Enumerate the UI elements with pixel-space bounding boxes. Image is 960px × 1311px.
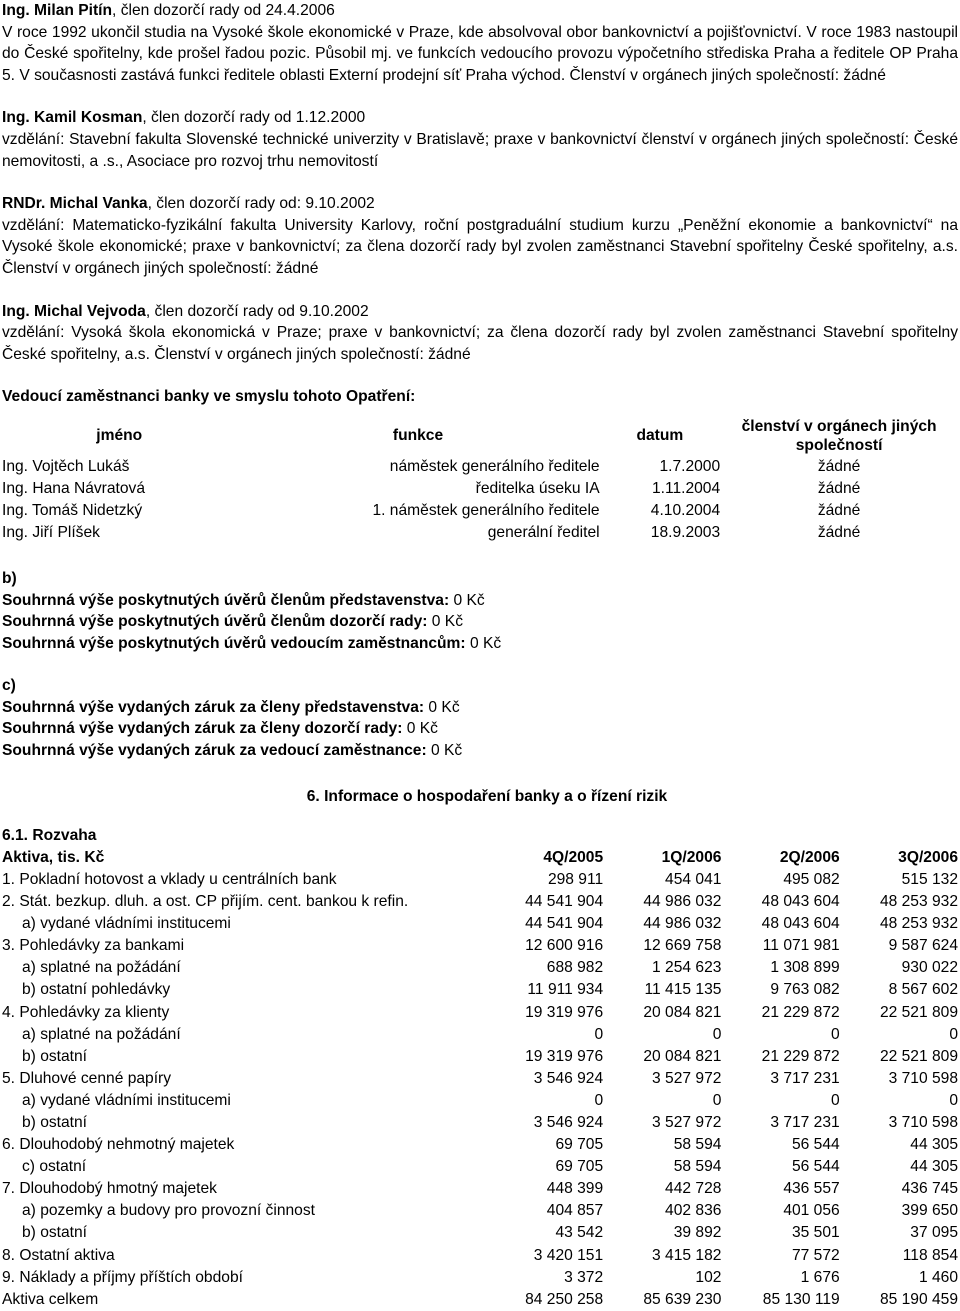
table-row [2,1090,958,1112]
table-row [2,935,958,957]
balance-header-col: 3Q/2006 [898,848,958,866]
row-value: 0 [831,1091,840,1109]
table-row [2,1200,958,1222]
row-value: 58 594 [673,1136,722,1154]
cell-membership: žádné [817,524,861,542]
row-value: 11 911 934 [527,981,604,999]
row-value: 12 669 758 [643,937,722,955]
board-member [2,107,958,172]
row-value: 85 190 459 [879,1290,958,1308]
loans-value: 0 Kč [427,613,464,631]
row-value: 11 415 135 [644,981,722,999]
row-value: 3 717 231 [770,1114,840,1132]
row-value: 69 705 [555,1136,604,1154]
row-label: 2. Stát. bezkup. dluh. a ost. CP přijím. cent. bankou k refin. [2,893,409,911]
row-label: b) ostatní pohledávky [22,981,171,999]
cell-function: náměstek generálního ředitele [389,458,600,476]
member-bio: V roce 1992 ukončil studia na Vysoké škole ekonomické v Praze, kde absolvoval obor bankovnictví a pojišťovnictví. V roce 1983 nastoupil do České spořitelny, kde prošel řadou pozic. Působil mj. ve funkcích vedoucího provozu výpočetního střediska Praha a ředitele OP Praha 5. V současnosti zastává funkci ředitele oblasti Externí prodejní síť Praha východ. Členství v orgánech jiných společností: žádné [2,23,958,84]
row-value: 0 [712,1091,722,1109]
document-page [2,0,958,1311]
row-value: 56 544 [791,1158,840,1176]
table-row [2,957,958,979]
member-role: , člen dozorčí rady od 9.10.2002 [145,302,369,320]
table-row [2,869,958,891]
management-heading: Vedoucí zaměstnanci banky ve smyslu tohoto Opatření: [2,388,416,406]
guarantees-line-supervisory: Souhrnná výše vydaných záruk za členy dozorčí rady: [2,720,403,738]
row-value: 102 [695,1268,722,1286]
guarantees-value: 0 Kč [402,720,438,738]
row-value: 448 399 [546,1180,604,1198]
row-value: 44 541 904 [525,893,604,911]
row-value: 3 546 924 [533,1069,604,1087]
member-role: , člen dozorčí rady od 24.4.2006 [112,2,335,19]
row-label: a) vydané vládními institucemi [22,1091,231,1109]
balance-header-col: 1Q/2006 [661,848,722,866]
balance-table [2,847,958,1311]
row-value: 930 022 [901,959,958,977]
row-value: 298 911 [547,870,604,888]
row-label: 4. Pohledávky za klienty [2,1003,170,1021]
member-name: Ing. Kamil Kosman [2,109,143,127]
row-value: 35 501 [791,1224,840,1242]
row-label: a) vydané vládními institucemi [22,915,231,933]
row-value: 399 650 [901,1202,958,1220]
row-value: 43 542 [555,1224,604,1242]
cell-name: Ing. Tomáš Nidetzký [2,502,143,520]
row-value: 8 567 602 [888,981,958,999]
row-value: 56 544 [791,1136,840,1154]
row-label: a) splatné na požádání [22,1025,181,1043]
row-value: 404 857 [546,1202,604,1220]
row-value: 20 084 821 [643,1003,722,1021]
row-value: 9 763 082 [770,981,840,999]
row-value: 85 639 230 [643,1290,722,1308]
row-value: 3 527 972 [652,1069,722,1087]
row-value: 19 319 976 [525,1047,604,1065]
table-row [2,1068,958,1090]
table-row [2,1024,958,1046]
row-value: 21 229 872 [761,1003,840,1021]
balance-header-row [2,847,958,869]
row-value: 48 043 604 [761,893,840,911]
board-member [2,193,958,279]
row-label: b) ostatní [22,1047,88,1065]
guarantees-letter: c) [2,677,16,695]
row-label: Aktiva celkem [2,1290,99,1308]
row-value: 20 084 821 [643,1047,722,1065]
row-value: 84 250 258 [525,1290,604,1308]
table-row [2,891,958,913]
loans-section [2,568,958,654]
row-value: 3 420 151 [533,1246,604,1264]
table-row [2,1267,958,1289]
row-value: 11 071 981 [762,937,840,955]
row-value: 515 132 [901,870,958,888]
header-function: funkce [392,427,444,445]
row-value: 44 986 032 [643,893,722,911]
row-value: 37 095 [910,1224,958,1242]
management-table [2,416,958,544]
row-value: 118 854 [902,1246,958,1264]
cell-date: 4.10.2004 [650,502,721,520]
member-role: , člen dozorčí rady od: 9.10.2002 [147,195,375,213]
row-value: 402 836 [665,1202,722,1220]
balance-header-col: 2Q/2006 [779,848,840,866]
row-label: 9. Náklady a příjmy příštích období [2,1268,243,1286]
row-label: 5. Dluhové cenné papíry [2,1069,172,1087]
cell-function: ředitelka úseku IA [475,480,600,498]
member-name: Ing. Michal Vejvoda [2,302,146,320]
row-label: 6. Dlouhodobý nehmotný majetek [2,1136,235,1154]
row-value: 22 521 809 [879,1047,958,1065]
row-value: 688 982 [546,959,604,977]
guarantees-value: 0 Kč [424,698,460,716]
row-value: 44 305 [910,1136,958,1154]
table-row [2,1156,958,1178]
cell-date: 18.9.2003 [650,524,721,542]
row-value: 85 130 119 [762,1290,840,1308]
loans-line-board: Souhrnná výše poskytnutých úvěrů členům představenstva: [2,591,450,609]
balance-header-col: 4Q/2005 [543,848,604,866]
member-bio: vzdělání: Matematicko-fyzikální fakulta University Karlovy, roční postgraduální studium kurzu „Peněžní ekonomie a bankovnictví“ na Vysoké škole ekonomické; praxe v bankovnictví; za člena dozorčí rady byl zvolen zaměstnanci Stavební spořitelny České spořitelny, a.s. Členství v orgánech jiných společností: žádné [2,216,958,277]
row-value: 1 460 [918,1268,958,1286]
row-value: 3 546 924 [533,1114,604,1132]
cell-membership: žádné [817,458,861,476]
table-row [2,1289,958,1311]
table-row [2,1178,958,1200]
member-bio: vzdělání: Vysoká škola ekonomická v Praze; praxe v bankovnictví; za člena dozorčí rady byl zvolen zaměstnanci Stavební spořitelny České spořitelny, a.s. Členství v orgánech jiných společností: žádné [2,324,958,363]
row-value: 3 415 182 [652,1246,722,1264]
row-value: 44 541 904 [525,915,604,933]
row-value: 1 308 899 [770,959,840,977]
table-row [2,1134,958,1156]
row-value: 1 676 [800,1268,840,1286]
table-row [2,913,958,935]
row-value: 495 082 [783,870,840,888]
member-role: , člen dozorčí rady od 1.12.2000 [142,109,366,127]
table-row [2,500,958,522]
row-value: 0 [949,1091,958,1109]
guarantees-value: 0 Kč [426,742,463,760]
cell-function: generální ředitel [487,524,600,542]
table-row [2,1112,958,1134]
board-member [2,301,958,366]
row-value: 48 253 932 [879,893,958,911]
row-value: 77 572 [791,1246,840,1264]
member-name: RNDr. Michal Vanka [2,195,148,213]
row-value: 3 527 972 [652,1114,722,1132]
header-date: datum [636,427,684,445]
row-label: b) ostatní [22,1114,88,1132]
table-row [2,1046,958,1068]
board-member [2,0,958,86]
guarantees-line-board: Souhrnná výše vydaných záruk za členy představenstva: [2,698,425,716]
row-value: 21 229 872 [761,1047,840,1065]
row-value: 69 705 [555,1158,604,1176]
member-bio: vzdělání: Stavební fakulta Slovenské technické univerzity v Bratislavě; praxe v bankovnictví členství v orgánech jiných společností: České nemovitosti, a .s., Asociace pro rozvoj trhu nemovitostí [2,130,958,170]
row-value: 58 594 [673,1158,722,1176]
row-value: 401 056 [783,1202,840,1220]
row-value: 12 600 916 [525,937,604,955]
table-row [2,1245,958,1267]
loans-line-supervisory: Souhrnná výše poskytnutých úvěrů členům dozorčí rady: [2,613,428,631]
balance-rows [2,869,958,1311]
row-label: 7. Dlouhodobý hmotný majetek [2,1180,217,1198]
row-label: 8. Ostatní aktiva [2,1246,115,1264]
row-value: 44 305 [910,1158,958,1176]
row-value: 1 254 623 [652,959,722,977]
row-value: 0 [594,1025,604,1043]
row-value: 48 253 932 [879,915,958,933]
row-label: a) pozemky a budovy pro provozní činnost [22,1202,315,1220]
cell-date: 1.7.2000 [659,458,721,476]
member-name: Ing. Milan Pitín [2,2,113,19]
guarantees-line-managers: Souhrnná výše vydaných záruk za vedoucí zaměstnance: [2,742,427,760]
row-value: 3 372 [564,1268,604,1286]
row-value: 22 521 809 [879,1003,958,1021]
row-value: 19 319 976 [525,1003,604,1021]
loans-letter: b) [2,569,17,587]
cell-function: 1. náměstek generálního ředitele [372,502,600,520]
loans-value: 0 Kč [449,591,485,609]
row-label: 3. Pohledávky za bankami [2,937,185,955]
loans-value: 0 Kč [465,634,502,652]
cell-name: Ing. Hana Návratová [2,480,146,498]
cell-name: Ing. Vojtěch Lukáš [2,458,130,476]
row-label: b) ostatní [22,1224,88,1242]
balance-header-label: Aktiva, tis. Kč [2,848,105,866]
header-name: jméno [96,427,143,445]
row-value: 3 710 598 [888,1114,958,1132]
row-value: 442 728 [665,1180,722,1198]
table-row [2,478,958,500]
row-value: 0 [831,1025,840,1043]
row-value: 3 717 231 [770,1069,840,1087]
row-value: 0 [594,1091,604,1109]
row-value: 0 [949,1025,958,1043]
row-label: 1. Pokladní hotovost a vklady u centrálních bank [2,870,337,888]
row-value: 39 892 [673,1224,722,1242]
cell-name: Ing. Jiří Plíšek [2,524,100,542]
section-title: 6. Informace o hospodaření banky a o řízení rizik [306,787,668,805]
row-value: 436 557 [783,1180,840,1198]
table-header-row [2,416,958,456]
row-value: 454 041 [665,870,722,888]
row-label: a) splatné na požádání [22,959,181,977]
guarantees-section [2,675,958,761]
row-value: 0 [712,1025,722,1043]
balance-subtitle: 6.1. Rozvaha [2,827,97,845]
row-value: 3 710 598 [888,1069,958,1087]
loans-line-managers: Souhrnná výše poskytnutých úvěrů vedoucím zaměstnancům: [2,634,466,652]
table-row [2,1002,958,1024]
header-membership: členství v orgánech jiných společností [741,417,937,454]
row-value: 48 043 604 [761,915,840,933]
table-row [2,522,958,544]
cell-date: 1.11.2004 [651,480,721,498]
table-row [2,1222,958,1244]
table-row [2,456,958,478]
table-row [2,979,958,1001]
row-label: c) ostatní [22,1158,87,1176]
row-value: 436 745 [901,1180,958,1198]
cell-membership: žádné [817,502,861,520]
cell-membership: žádné [817,480,861,498]
row-value: 44 986 032 [643,915,722,933]
row-value: 9 587 624 [888,937,958,955]
